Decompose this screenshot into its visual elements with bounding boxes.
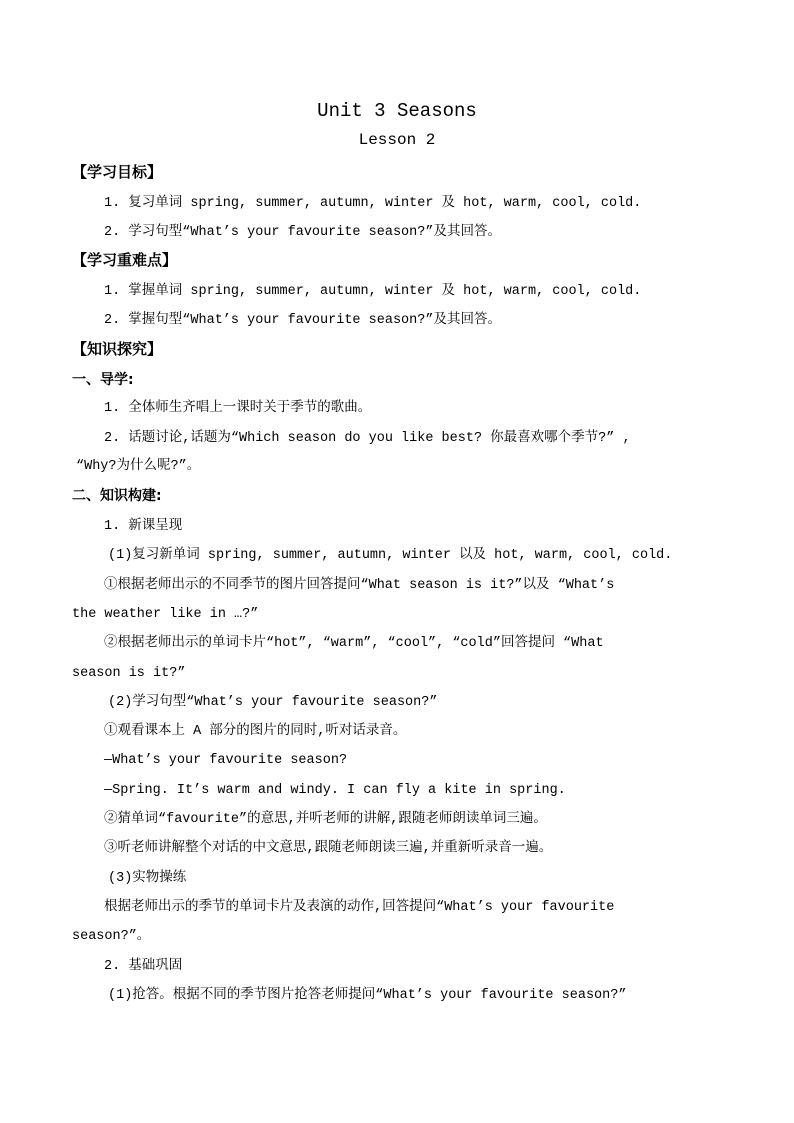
key-points-heading: 【学习重难点】	[72, 251, 178, 269]
dialogue-line: —Spring. It’s warm and windy. I can fly a kite in spring.	[104, 783, 566, 798]
activity-line: ②猜单词“favourite”的意思,并听老师的讲解,跟随老师朗读单词三遍。	[104, 812, 547, 827]
part1-item-continued: “Why?为什么呢?”。	[76, 459, 201, 474]
part2-heading: 二、知识构建:	[72, 488, 162, 504]
activity-line: 根据老师出示的季节的单词卡片及表演的动作,回答提问“What’s your favourite	[104, 900, 615, 915]
key-point-item: 2. 掌握句型“What’s your favourite season?”及其回答。	[104, 313, 501, 328]
activity-line: season is it?”	[72, 666, 186, 681]
goal-item: 1. 复习单词 spring, summer, autumn, winter 及 hot, warm, cool, cold.	[104, 196, 642, 211]
activity-line: ①观看课本上 A 部分的图片的同时,听对话录音。	[104, 724, 407, 739]
activity-line: the weather like in …?”	[72, 607, 259, 622]
subsection-item: (1)复习新单词 spring, summer, autumn, winter 以及 hot, warm, cool, cold.	[108, 548, 673, 563]
subsection-title: 1. 新课呈现	[104, 519, 183, 534]
part1-item: 1. 全体师生齐唱上一课时关于季节的歌曲。	[104, 401, 372, 416]
explore-heading: 【知识探究】	[72, 340, 163, 358]
activity-line: season?”。	[72, 929, 151, 944]
activity-line: ②根据老师出示的单词卡片“hot”, “warm”, “cool”, “cold”回答提问 “What	[104, 636, 604, 651]
document-title: Unit 3 Seasons	[317, 100, 477, 122]
subsection-item: (1)抢答。根据不同的季节图片抢答老师提问“What’s your favourite season?”	[108, 988, 627, 1003]
subsection-item: (2)学习句型“What’s your favourite season?”	[108, 695, 438, 710]
activity-line: ①根据老师出示的不同季节的图片回答提问“What season is it?”以及 “What’s	[104, 578, 615, 593]
dialogue-line: —What’s your favourite season?	[104, 753, 348, 768]
subsection-item: (3)实物操练	[108, 871, 187, 886]
key-point-item: 1. 掌握单词 spring, summer, autumn, winter 及 hot, warm, cool, cold.	[104, 284, 642, 299]
lesson-subtitle: Lesson 2	[358, 131, 436, 149]
goals-heading: 【学习目标】	[72, 163, 163, 181]
activity-line: ③听老师讲解整个对话的中文意思,跟随老师朗读三遍,并重新听录音一遍。	[104, 841, 553, 856]
goal-item: 2. 学习句型“What’s your favourite season?”及其回答。	[104, 225, 501, 240]
part1-heading: 一、导学:	[72, 372, 134, 388]
part1-item: 2. 话题讨论,话题为“Which season do you like best? 你最喜欢哪个季节?” ,	[104, 431, 631, 446]
subsection-title: 2. 基础巩固	[104, 959, 183, 974]
